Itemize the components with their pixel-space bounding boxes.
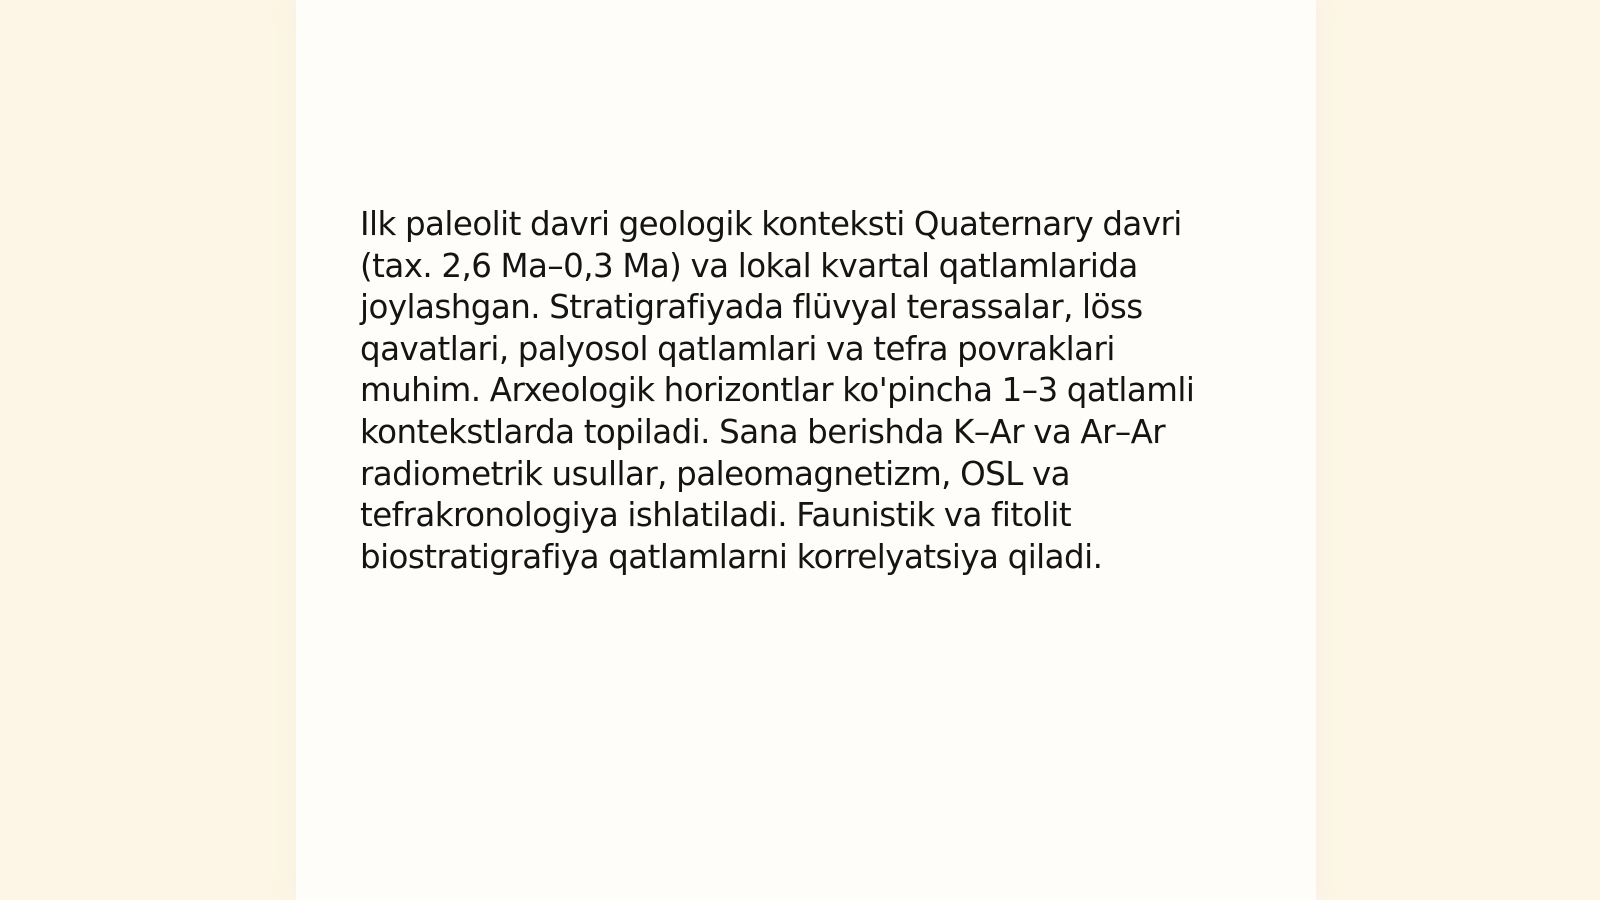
paragraph-line: radiometrik usullar, paleomagnetizm, OSL va xyxy=(360,454,1071,493)
paragraph-line: Ilk paleolit davri geologik konteksti Quaternary davri xyxy=(360,205,1182,243)
body-paragraph xyxy=(360,204,1240,578)
document-page xyxy=(296,0,1316,900)
paragraph-line: biostratigrafiya qatlamlarni korrelyatsiya qiladi. xyxy=(360,537,1103,576)
paragraph-line: joylashgan. Stratigrafiyada flüvyal terassalar, löss xyxy=(360,288,1143,327)
paragraph-line: qavatlari, palyosol qatlamlari va tefra povraklari xyxy=(360,329,1115,368)
paragraph-line: kontekstlarda topiladi. Sana berishda K–Ar va Ar–Ar xyxy=(360,412,1166,451)
paragraph-line: muhim. Arxeologik horizontlar ko'pincha 1–3 qatlamli xyxy=(360,371,1195,410)
paragraph-line: tefrakronologiya ishlatiladi. Faunistik va fitolit xyxy=(360,496,1072,535)
paragraph-line: (tax. 2,6 Ma–0,3 Ma) va lokal kvartal qatlamlarida xyxy=(360,246,1138,285)
